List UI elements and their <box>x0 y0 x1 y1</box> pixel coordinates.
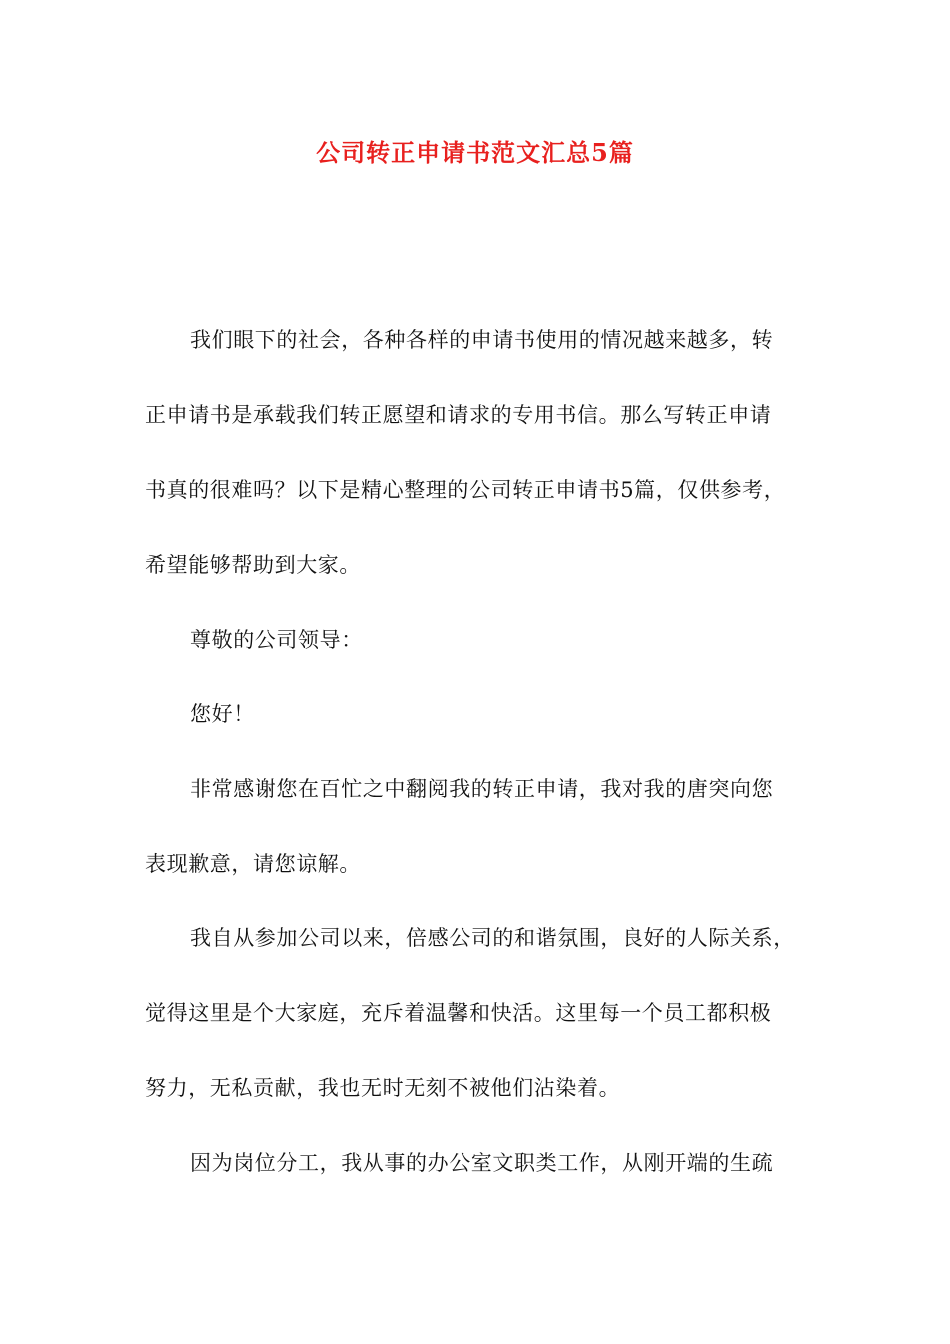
greeting-line: 您好！ <box>190 702 255 726</box>
paragraph-line: 非常感谢您在百忙之中翻阅我的转正申请，我对我的唐突向您 <box>190 777 774 801</box>
paragraph-line: 因为岗位分工，我从事的办公室文职类工作，从刚开端的生疏 <box>190 1151 774 1175</box>
paragraph-line: 我自从参加公司以来，倍感公司的和谐氛围，良好的人际关系， <box>190 926 795 950</box>
document-title: 公司转正申请书范文汇总5篇 <box>316 138 634 167</box>
paragraph-line: 觉得这里是个大家庭，充斥着温馨和快活。这里每一个员工都积极 <box>145 1001 772 1025</box>
paragraph-line: 我们眼下的社会，各种各样的申请书使用的情况越来越多，转 <box>190 328 774 352</box>
paragraph-line: 正申请书是承载我们转正愿望和请求的专用书信。那么写转正申请 <box>145 403 772 427</box>
salutation-line: 尊敬的公司领导： <box>190 628 363 652</box>
paragraph-line: 书真的很难吗？以下是精心整理的公司转正申请书5篇，仅供参考， <box>145 478 786 502</box>
paragraph-line: 希望能够帮助到大家。 <box>145 553 361 577</box>
paragraph-line: 表现歉意，请您谅解。 <box>145 852 361 876</box>
paragraph-line: 努力，无私贡献，我也无时无刻不被他们沾染着。 <box>145 1076 621 1100</box>
